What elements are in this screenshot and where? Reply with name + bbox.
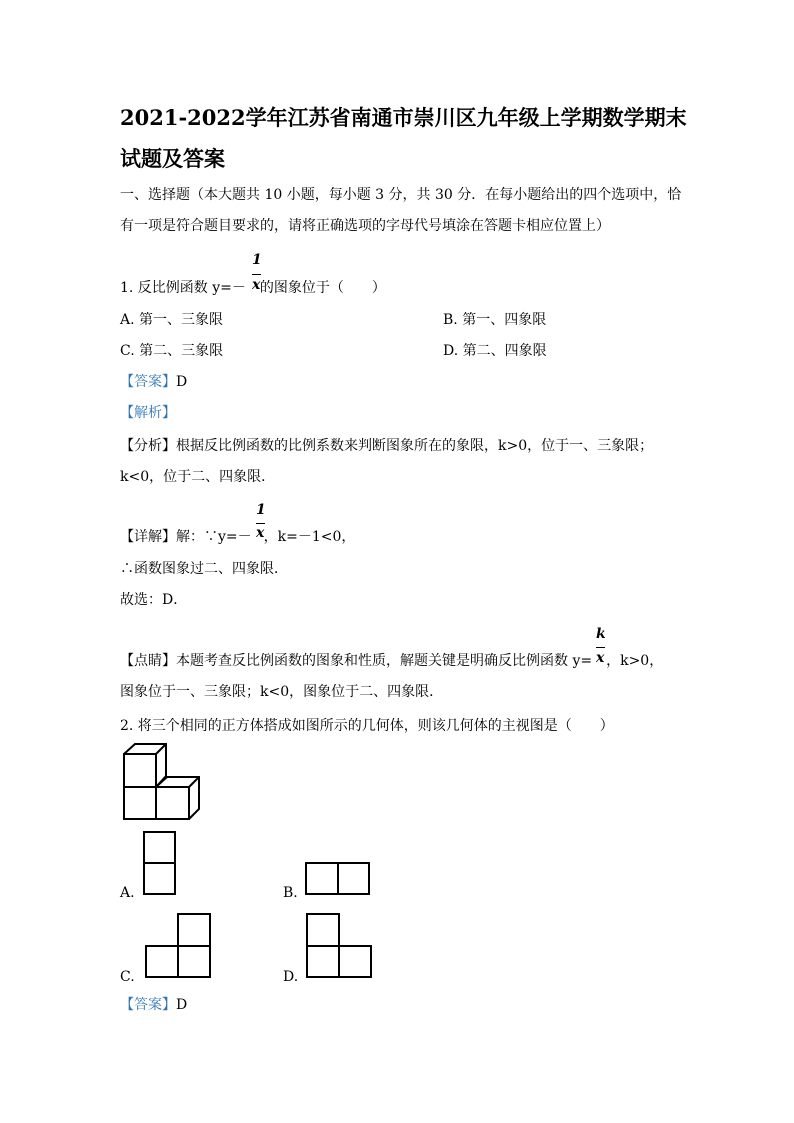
q1-suffix: 的图象位于（ ）: [259, 280, 386, 296]
q1-fenxi-line2: k<0，位于二、四象限．: [120, 469, 276, 485]
fraction-bar: [596, 647, 605, 648]
q2-answer: [120, 996, 187, 1014]
q1-option-c: C. 第二、三象限: [120, 343, 224, 359]
fraction-numerator: 1: [252, 252, 262, 268]
q1-dianjing-line2: 图象位于一、三象限；k<0，图象位于二、四象限．: [120, 684, 444, 700]
document-title-line2: 试题及答案: [120, 146, 225, 171]
q1-choice: 故选：D．: [120, 592, 188, 608]
section-intro-line2: 有一项是符合题目要求的，请将正确选项的字母代号填涂在答题卡相应位置上）: [120, 218, 610, 234]
q2-option-d-figure: [306, 913, 374, 979]
q2-option-c-figure: [145, 913, 213, 979]
answer-tag: 【答案】: [120, 997, 176, 1013]
answer-tag: 【答案】: [120, 374, 176, 390]
fraction-bar: [256, 523, 265, 524]
answer-value: D: [176, 997, 188, 1013]
fraction-numerator: 1: [256, 502, 266, 518]
q1-xiangjie: [120, 528, 355, 546]
dianjing-tag: 【点睛】: [120, 653, 176, 669]
fraction-denominator: x: [252, 277, 261, 293]
q2-option-c-label: C.: [120, 969, 135, 985]
q2-option-a-label: A.: [120, 885, 135, 901]
q1-therefore: ∴函数图象过二、四象限．: [120, 561, 288, 577]
q1-option-a: A. 第一、三象限: [120, 312, 224, 328]
xiangjie-suffix: ，k=－1<0，: [263, 529, 356, 545]
q2-option-b-figure: [305, 862, 371, 896]
q2-stem: 2. 将三个相同的正方体搭成如图所示的几何体，则该几何体的主视图是（ ）: [120, 718, 614, 734]
fraction-denominator: x: [256, 525, 265, 541]
fraction-numerator: k: [596, 626, 606, 642]
dianjing-suffix: ，k>0，: [606, 653, 664, 669]
q1-dianjing: [120, 652, 663, 670]
fenxi-text: 根据反比例函数的比例系数来判断图象所在的象限，k>0，位于一、三象限；: [176, 438, 654, 454]
q2-cube-figure: [124, 743, 204, 823]
q2-option-d-label: D.: [283, 969, 299, 985]
fenxi-tag: 【分析】: [120, 438, 176, 454]
document-title-line1: 2021-2022学年江苏省南通市崇川区九年级上学期数学期末: [120, 105, 687, 130]
q2-option-a-figure: [143, 831, 177, 895]
fraction-bar: [252, 274, 261, 275]
analysis-tag: 【解析】: [120, 405, 176, 421]
q1-option-b: B. 第一、四象限: [443, 312, 547, 328]
xiangjie-tag: 【详解】: [120, 529, 176, 545]
q1-prefix: 1. 反比例函数 y=－: [120, 280, 246, 296]
xiangjie-prefix: 解：∵y=－: [176, 529, 252, 545]
fraction-denominator: x: [596, 650, 605, 666]
dianjing-prefix: 本题考查反比例函数的图象和性质，解题关键是明确反比例函数 y=: [176, 653, 593, 669]
answer-value: D: [176, 374, 188, 390]
q1-fenxi-line1: [120, 437, 653, 455]
q2-option-b-label: B.: [283, 885, 298, 901]
q1-option-d: D. 第二、四象限: [443, 343, 547, 359]
q1-answer: [120, 373, 187, 391]
section-intro-line1: 一、选择题（本大题共 10 小题，每小题 3 分，共 30 分．在每小题给出的四个选项中，恰: [120, 187, 682, 203]
q1-analysis-heading: [120, 404, 176, 422]
